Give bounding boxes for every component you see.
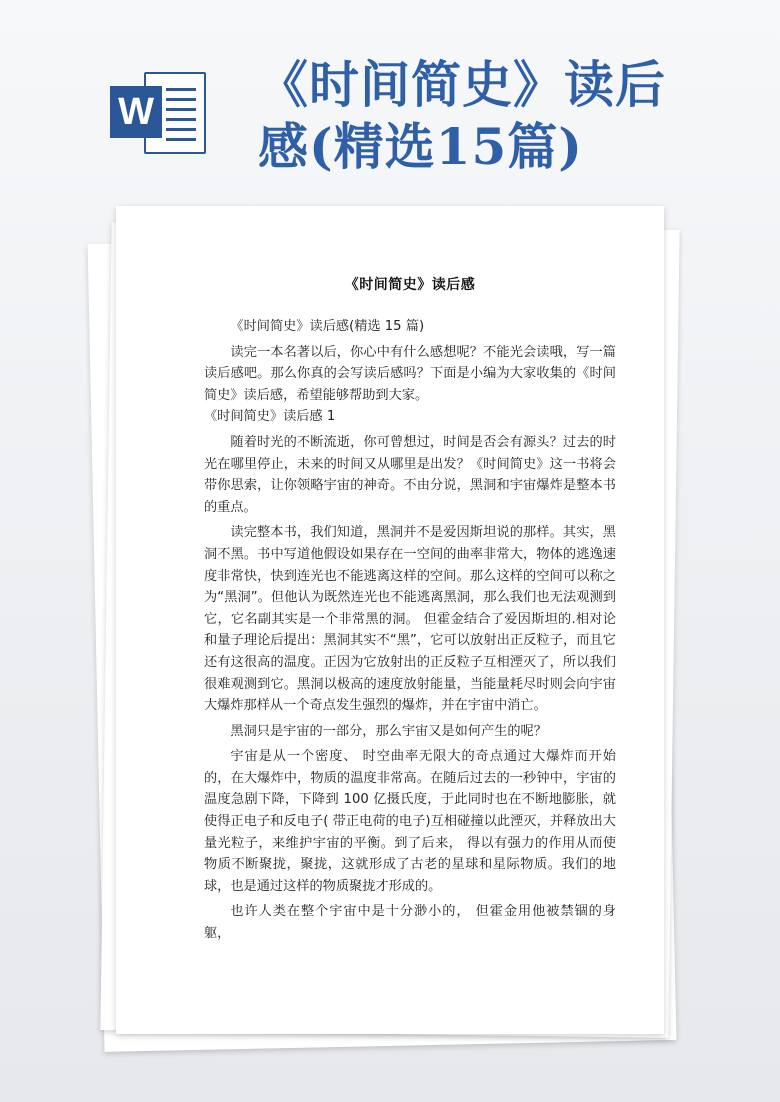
document-paragraph: 宇宙是从一个密度、 时空曲率无限大的奇点通过大爆炸而开始的，在大爆炸中，物质的温度非常高。在随后过去的一秒钟中，宇宙的温度急剧下降，下降到 100 亿摄氏度，于此同时也在不断地膨胀，就使得正电子和反电子( 带正电荷的电子)互相碰撞以此湮灭，并释放出大量光粒子，来维护宇宙的平衡。到了后来， 得以有强力的作用从而使物质不断聚拢，聚拢，这就形成了古老的星球和星际物质。我们的地球，也是通过这样的物质聚拢才形成的。 [204, 749, 616, 894]
page-title-line-2: 感(精选15篇) [258, 117, 583, 176]
document-body [204, 274, 616, 945]
document-title: 《时间简史》读后感 [344, 277, 476, 293]
document-page [116, 206, 664, 1034]
page-title-line-1: 《时间简史》读后 [258, 55, 666, 114]
document-paragraph: 读完整本书，我们知道，黑洞并不是爱因斯坦说的那样。其实，黑洞不黑。书中写道他假设如果存在一空间的曲率非常大，物体的逃逸速度非常快，快到连光也不能逃离这样的空间。那么这样的空间可以称之为“黑洞”。但他认为既然连光也不能逃离黑洞，那么我们也无法观测到它，它名副其实是一个非常黑的洞。 但霍金结合了爱因斯坦的.相对论和量子理论后提出：黑洞其实不“黑”，它可以放射出正反粒子，而且它还有这很高的温度。正因为它放射出的正反粒子互相湮灭了，所以我们很难观测到它。黑洞以极高的速度放射能量，当能量耗尽时则会向宇宙大爆炸那样从一个奇点发生强烈的爆炸，并在宇宙中消亡。 [204, 525, 616, 714]
document-paragraph: 读完一本名著以后，你心中有什么感想呢？不能光会读哦，写一篇读后感吧。那么你真的会写读后感吗？下面是小编为大家收集的《时间简史》读后感，希望能够帮助到大家。 [204, 344, 616, 403]
document-paragraph: 也许人类在整个宇宙中是十分渺小的， 但霍金用他被禁锢的身躯， [204, 904, 616, 942]
document-paragraph: 《时间简史》读后感(精选 15 篇) [230, 319, 425, 334]
document-subheading: 《时间简史》读后感 1 [204, 409, 336, 425]
document-paragraph: 黑洞只是宇宙的一部分，那么宇宙又是如何产生的呢？ [230, 723, 547, 739]
document-paragraph: 随着时光的不断流逝，你可曾想过，时间是否会有源头？过去的时光在哪里停止，未来的时间又从哪里是出发？《时间简史》这一书将会带你思索，让你领略宇宙的神奇。不由分说，黑洞和宇宙爆炸是整本书的重点。 [204, 434, 616, 515]
word-letter-badge: W [110, 86, 162, 138]
word-icon [106, 66, 210, 160]
page-title [258, 54, 758, 178]
